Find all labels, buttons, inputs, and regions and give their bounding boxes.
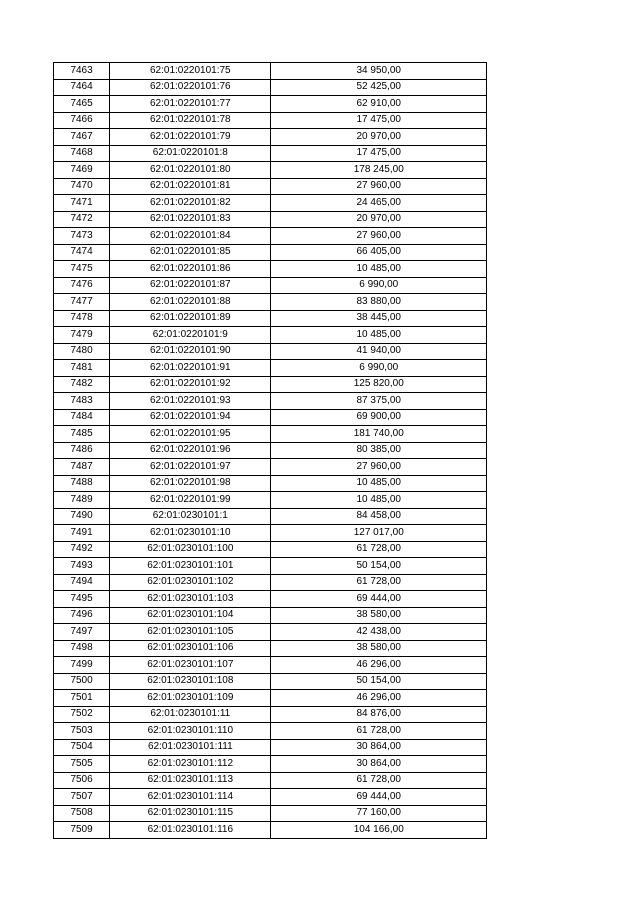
row-number-cell: 7507 xyxy=(54,789,110,806)
table-row xyxy=(54,162,487,179)
table-row xyxy=(54,376,487,393)
value-cell: 61 728,00 xyxy=(271,723,487,740)
table-row xyxy=(54,145,487,162)
table-row xyxy=(54,195,487,212)
table-row xyxy=(54,360,487,377)
table-row xyxy=(54,558,487,575)
value-cell: 6 990,00 xyxy=(271,277,487,294)
table-row xyxy=(54,525,487,542)
row-number-cell: 7494 xyxy=(54,574,110,591)
row-number-cell: 7466 xyxy=(54,112,110,129)
value-cell: 6 990,00 xyxy=(271,360,487,377)
table-row xyxy=(54,492,487,509)
table-row xyxy=(54,409,487,426)
table-row xyxy=(54,574,487,591)
row-number-cell: 7467 xyxy=(54,129,110,146)
cadastral-number-cell: 62:01:0230101:111 xyxy=(110,739,271,756)
value-cell: 38 580,00 xyxy=(271,607,487,624)
table-row xyxy=(54,211,487,228)
cadastral-number-cell: 62:01:0230101:10 xyxy=(110,525,271,542)
table-row xyxy=(54,475,487,492)
row-number-cell: 7484 xyxy=(54,409,110,426)
value-cell: 83 880,00 xyxy=(271,294,487,311)
cadastral-number-cell: 62:01:0220101:93 xyxy=(110,393,271,410)
row-number-cell: 7501 xyxy=(54,690,110,707)
cadastral-number-cell: 62:01:0230101:104 xyxy=(110,607,271,624)
table-row xyxy=(54,393,487,410)
cadastral-number-cell: 62:01:0220101:96 xyxy=(110,442,271,459)
value-cell: 27 960,00 xyxy=(271,459,487,476)
value-cell: 80 385,00 xyxy=(271,442,487,459)
row-number-cell: 7479 xyxy=(54,327,110,344)
cadastral-number-cell: 62:01:0230101:103 xyxy=(110,591,271,608)
row-number-cell: 7499 xyxy=(54,657,110,674)
row-number-cell: 7465 xyxy=(54,96,110,113)
cadastral-number-cell: 62:01:0220101:89 xyxy=(110,310,271,327)
table-row xyxy=(54,624,487,641)
value-cell: 10 485,00 xyxy=(271,261,487,278)
cadastral-value-table xyxy=(53,62,487,839)
value-cell: 66 405,00 xyxy=(271,244,487,261)
table-row xyxy=(54,805,487,822)
cadastral-number-cell: 62:01:0230101:114 xyxy=(110,789,271,806)
row-number-cell: 7509 xyxy=(54,822,110,839)
value-cell: 27 960,00 xyxy=(271,228,487,245)
table-row xyxy=(54,706,487,723)
cadastral-number-cell: 62:01:0230101:110 xyxy=(110,723,271,740)
row-number-cell: 7497 xyxy=(54,624,110,641)
cadastral-number-cell: 62:01:0220101:92 xyxy=(110,376,271,393)
value-cell: 10 485,00 xyxy=(271,492,487,509)
row-number-cell: 7483 xyxy=(54,393,110,410)
value-cell: 46 296,00 xyxy=(271,690,487,707)
row-number-cell: 7504 xyxy=(54,739,110,756)
row-number-cell: 7489 xyxy=(54,492,110,509)
value-cell: 24 465,00 xyxy=(271,195,487,212)
value-cell: 17 475,00 xyxy=(271,145,487,162)
row-number-cell: 7477 xyxy=(54,294,110,311)
table-row xyxy=(54,607,487,624)
cadastral-number-cell: 62:01:0230101:113 xyxy=(110,772,271,789)
value-cell: 27 960,00 xyxy=(271,178,487,195)
value-cell: 50 154,00 xyxy=(271,673,487,690)
cadastral-number-cell: 62:01:0230101:107 xyxy=(110,657,271,674)
table-row xyxy=(54,79,487,96)
table-row xyxy=(54,442,487,459)
cadastral-number-cell: 62:01:0220101:75 xyxy=(110,63,271,80)
cadastral-number-cell: 62:01:0220101:78 xyxy=(110,112,271,129)
value-cell: 61 728,00 xyxy=(271,574,487,591)
table-row xyxy=(54,343,487,360)
value-cell: 125 820,00 xyxy=(271,376,487,393)
row-number-cell: 7482 xyxy=(54,376,110,393)
cadastral-number-cell: 62:01:0230101:116 xyxy=(110,822,271,839)
table-row xyxy=(54,63,487,80)
value-cell: 104 166,00 xyxy=(271,822,487,839)
cadastral-number-cell: 62:01:0230101:101 xyxy=(110,558,271,575)
cadastral-number-cell: 62:01:0220101:87 xyxy=(110,277,271,294)
cadastral-number-cell: 62:01:0220101:82 xyxy=(110,195,271,212)
cadastral-number-cell: 62:01:0230101:102 xyxy=(110,574,271,591)
row-number-cell: 7468 xyxy=(54,145,110,162)
table-row xyxy=(54,459,487,476)
value-cell: 38 445,00 xyxy=(271,310,487,327)
value-cell: 30 864,00 xyxy=(271,739,487,756)
value-cell: 84 876,00 xyxy=(271,706,487,723)
row-number-cell: 7492 xyxy=(54,541,110,558)
row-number-cell: 7473 xyxy=(54,228,110,245)
cadastral-number-cell: 62:01:0230101:112 xyxy=(110,756,271,773)
value-cell: 46 296,00 xyxy=(271,657,487,674)
row-number-cell: 7487 xyxy=(54,459,110,476)
row-number-cell: 7481 xyxy=(54,360,110,377)
value-cell: 69 444,00 xyxy=(271,789,487,806)
cadastral-number-cell: 62:01:0220101:99 xyxy=(110,492,271,509)
value-cell: 61 728,00 xyxy=(271,772,487,789)
cadastral-number-cell: 62:01:0220101:97 xyxy=(110,459,271,476)
cadastral-number-cell: 62:01:0230101:11 xyxy=(110,706,271,723)
row-number-cell: 7486 xyxy=(54,442,110,459)
cadastral-number-cell: 62:01:0220101:81 xyxy=(110,178,271,195)
value-cell: 20 970,00 xyxy=(271,129,487,146)
table-row xyxy=(54,96,487,113)
cadastral-number-cell: 62:01:0220101:95 xyxy=(110,426,271,443)
table-row xyxy=(54,739,487,756)
table-row xyxy=(54,310,487,327)
row-number-cell: 7493 xyxy=(54,558,110,575)
value-cell: 42 438,00 xyxy=(271,624,487,641)
value-cell: 87 375,00 xyxy=(271,393,487,410)
table-row xyxy=(54,244,487,261)
row-number-cell: 7472 xyxy=(54,211,110,228)
row-number-cell: 7490 xyxy=(54,508,110,525)
value-cell: 20 970,00 xyxy=(271,211,487,228)
row-number-cell: 7508 xyxy=(54,805,110,822)
value-cell: 178 245,00 xyxy=(271,162,487,179)
cadastral-number-cell: 62:01:0220101:9 xyxy=(110,327,271,344)
cadastral-number-cell: 62:01:0220101:85 xyxy=(110,244,271,261)
table-row xyxy=(54,129,487,146)
row-number-cell: 7478 xyxy=(54,310,110,327)
cadastral-number-cell: 62:01:0220101:76 xyxy=(110,79,271,96)
cadastral-number-cell: 62:01:0220101:94 xyxy=(110,409,271,426)
value-cell: 41 940,00 xyxy=(271,343,487,360)
cadastral-number-cell: 62:01:0220101:84 xyxy=(110,228,271,245)
row-number-cell: 7505 xyxy=(54,756,110,773)
row-number-cell: 7469 xyxy=(54,162,110,179)
row-number-cell: 7470 xyxy=(54,178,110,195)
value-cell: 50 154,00 xyxy=(271,558,487,575)
table-row xyxy=(54,657,487,674)
table-row xyxy=(54,508,487,525)
cadastral-number-cell: 62:01:0230101:109 xyxy=(110,690,271,707)
table-row xyxy=(54,673,487,690)
cadastral-number-cell: 62:01:0220101:91 xyxy=(110,360,271,377)
cadastral-number-cell: 62:01:0230101:100 xyxy=(110,541,271,558)
value-cell: 30 864,00 xyxy=(271,756,487,773)
cadastral-number-cell: 62:01:0220101:77 xyxy=(110,96,271,113)
cadastral-number-cell: 62:01:0230101:115 xyxy=(110,805,271,822)
cadastral-number-cell: 62:01:0220101:80 xyxy=(110,162,271,179)
value-cell: 38 580,00 xyxy=(271,640,487,657)
cadastral-number-cell: 62:01:0220101:79 xyxy=(110,129,271,146)
value-cell: 34 950,00 xyxy=(271,63,487,80)
cadastral-number-cell: 62:01:0230101:1 xyxy=(110,508,271,525)
table-row xyxy=(54,756,487,773)
table-row xyxy=(54,112,487,129)
row-number-cell: 7506 xyxy=(54,772,110,789)
table-row xyxy=(54,772,487,789)
value-cell: 181 740,00 xyxy=(271,426,487,443)
table-row xyxy=(54,822,487,839)
cadastral-number-cell: 62:01:0220101:8 xyxy=(110,145,271,162)
value-cell: 10 485,00 xyxy=(271,475,487,492)
value-cell: 69 444,00 xyxy=(271,591,487,608)
row-number-cell: 7495 xyxy=(54,591,110,608)
value-cell: 77 160,00 xyxy=(271,805,487,822)
value-cell: 17 475,00 xyxy=(271,112,487,129)
table-row xyxy=(54,723,487,740)
table-row xyxy=(54,294,487,311)
table-row xyxy=(54,228,487,245)
row-number-cell: 7500 xyxy=(54,673,110,690)
cadastral-number-cell: 62:01:0220101:86 xyxy=(110,261,271,278)
row-number-cell: 7464 xyxy=(54,79,110,96)
table-body xyxy=(54,63,487,839)
table-row xyxy=(54,261,487,278)
row-number-cell: 7502 xyxy=(54,706,110,723)
cadastral-number-cell: 62:01:0220101:88 xyxy=(110,294,271,311)
value-cell: 62 910,00 xyxy=(271,96,487,113)
cadastral-number-cell: 62:01:0230101:108 xyxy=(110,673,271,690)
value-cell: 127 017,00 xyxy=(271,525,487,542)
row-number-cell: 7488 xyxy=(54,475,110,492)
row-number-cell: 7474 xyxy=(54,244,110,261)
table-row xyxy=(54,690,487,707)
value-cell: 69 900,00 xyxy=(271,409,487,426)
table-row xyxy=(54,327,487,344)
row-number-cell: 7480 xyxy=(54,343,110,360)
value-cell: 84 458,00 xyxy=(271,508,487,525)
value-cell: 52 425,00 xyxy=(271,79,487,96)
row-number-cell: 7503 xyxy=(54,723,110,740)
cadastral-number-cell: 62:01:0220101:90 xyxy=(110,343,271,360)
row-number-cell: 7475 xyxy=(54,261,110,278)
cadastral-number-cell: 62:01:0230101:106 xyxy=(110,640,271,657)
table-row xyxy=(54,277,487,294)
table-row xyxy=(54,426,487,443)
table-row xyxy=(54,789,487,806)
cadastral-number-cell: 62:01:0230101:105 xyxy=(110,624,271,641)
value-cell: 61 728,00 xyxy=(271,541,487,558)
cadastral-number-cell: 62:01:0220101:83 xyxy=(110,211,271,228)
row-number-cell: 7498 xyxy=(54,640,110,657)
table-row xyxy=(54,640,487,657)
row-number-cell: 7476 xyxy=(54,277,110,294)
table-row xyxy=(54,541,487,558)
row-number-cell: 7485 xyxy=(54,426,110,443)
row-number-cell: 7463 xyxy=(54,63,110,80)
table-row xyxy=(54,591,487,608)
cadastral-number-cell: 62:01:0220101:98 xyxy=(110,475,271,492)
row-number-cell: 7471 xyxy=(54,195,110,212)
value-cell: 10 485,00 xyxy=(271,327,487,344)
row-number-cell: 7496 xyxy=(54,607,110,624)
table-row xyxy=(54,178,487,195)
row-number-cell: 7491 xyxy=(54,525,110,542)
